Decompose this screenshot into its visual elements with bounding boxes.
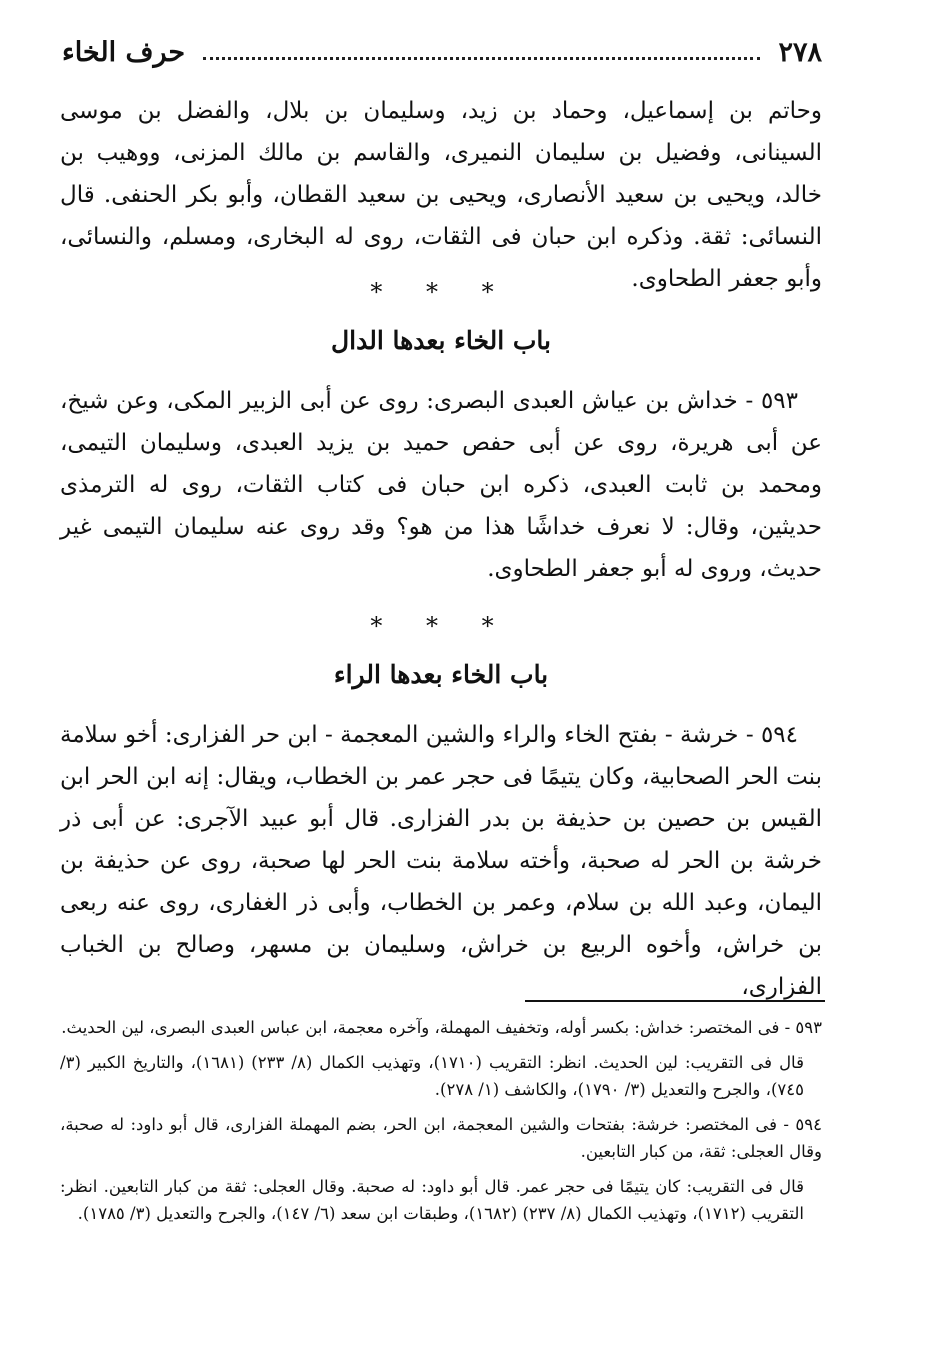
paragraph-continued xyxy=(60,90,822,300)
section-title-ra: باب الخاء بعدها الراء xyxy=(333,660,549,689)
entry-594-text: خرشة - بفتح الخاء والراء والشين المعجمة - ابن حر الفزارى: أخو سلامة بنت الحر الصحابية، وكان يتيمًا فى حجر عمر بن الخطاب، ويقال: إنه ابن الحر ابن القيس بن حصين بن حذيفة بن بدر الفزارى. قال أبو عبيد الآجرى: عن أبى ذر خرشة بن الحر له صحبة، وأخته سلامة بنت الحر لها صحبة، روى عن حذيفة بن اليمان، وعبد الله بن سلام، وعمر بن الخطاب، وأبى ذر الغفارى، روى عنه ربعى بن خراش، وأخوه الربيع بن خراش، وسليمان بن مسهر، وصالح بن الخباب الفزارى، xyxy=(60,722,822,1000)
entry-593-number: ٥٩٣ - xyxy=(745,388,799,414)
footnotes xyxy=(60,1014,822,1235)
footnote-594-references: قال فى التقريب: كان يتيمًا فى حجر عمر. قال أبو داود: له صحبة. وقال العجلى: ثقة من كبار التابعين. انظر: التقريب (١٧١٢)، وتهذيب الكمال (٨/ ٢٣٧) (١٦٨٢)، وطبقات ابن سعد (٦/ ١٤٧)، والجرح والتعديل (٣/ ١٧٨٥). xyxy=(60,1177,804,1223)
footnote-594-summary: ٥٩٤ - فى المختصر: خرشة: بفتحات والشين المعجمة، ابن الحر، بضم المهملة الفزارى، قال أبو داود: له صحبة، وقال العجلى: ثقة، من كبار التابعين. xyxy=(60,1115,822,1161)
entry-593-paragraph xyxy=(60,380,822,590)
section-title-dal: باب الخاء بعدها الدال xyxy=(330,326,552,355)
entry-593 xyxy=(60,380,822,590)
header-section-label: حرف الخاء xyxy=(62,36,186,68)
footnote-separator xyxy=(525,1000,825,1002)
entry-594-number: ٥٩٤ - xyxy=(745,722,798,748)
page-number: ٢٧٨ xyxy=(778,36,822,68)
section-separator-stars: * * * xyxy=(370,278,512,306)
footnote-593-summary: ٥٩٣ - فى المختصر: خداش: بكسر أوله، وتخفيف المهملة، وآخره معجمة، ابن عباس العبدى البصرى، لين الحديث. xyxy=(61,1018,822,1037)
entry-594 xyxy=(60,714,822,1008)
section-separator-stars: * * * xyxy=(370,612,512,640)
running-header xyxy=(62,30,822,74)
entry-594-paragraph xyxy=(60,714,822,1008)
paragraph-text: وحاتم بن إسماعيل، وحماد بن زيد، وسليمان بن بلال، والفضل بن موسى السينانى، وفضيل بن سليمان النميرى، والقاسم بن مالك المزنى، ووهيب بن خالد، ويحيى بن سعيد الأنصارى، ويحيى بن سعيد القطان، وأبو بكر الحنفى. قال النسائى: ثقة. وذكره ابن حبان فى الثقات، روى له البخارى، ومسلم، والنسائى، وأبو جعفر الطحاوى. xyxy=(60,98,822,292)
header-dotted-leader xyxy=(203,45,760,60)
entry-593-text: خداش بن عياش العبدى البصرى: روى عن أبى الزبير المكى، وعن شيخ، عن أبى هريرة، روى عن أبى حفص حميد بن يزيد العبدى، وسليمان التيمى، ومحمد بن ثابت العبدى، ذكره ابن حبان فى كتاب الثقات، روى له الترمذى حديثين، وقال: لا نعرف خداشًا هذا من هو؟ وقد روى عنه سليمان التيمى غير حديث، وروى له أبو جعفر الطحاوى. xyxy=(60,388,822,582)
footnote-593-references: قال فى التقريب: لين الحديث. انظر: التقريب (١٧١٠)، وتهذيب الكمال (٨/ ٢٣٣) (١٦٨١)، والتاريخ الكبير (٣/ ٧٤٥)، والجرح والتعديل (٣/ ١٧٩٠)، والكاشف (١/ ٢٧٨). xyxy=(60,1053,804,1099)
